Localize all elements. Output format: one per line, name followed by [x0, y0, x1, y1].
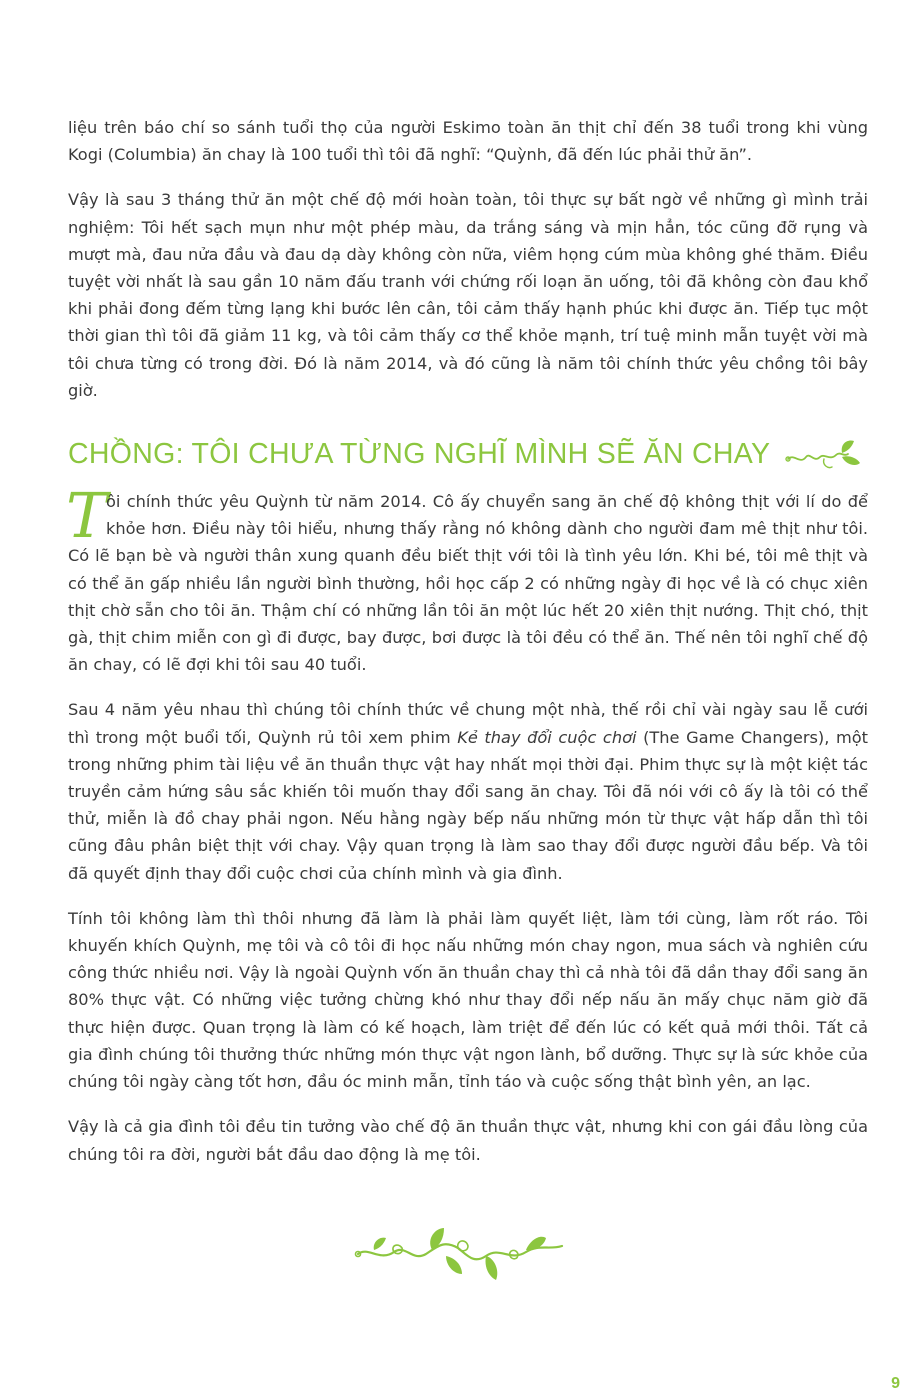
section-paragraph-4: Vậy là cả gia đình tôi đều tin tưởng vào chế độ ăn thuần thực vật, nhưng khi con gái đầu lòng của chúng tôi ra đời, người bắt đầu dao động là mẹ tôi.	[68, 1117, 868, 1164]
section-heading: CHỒNG: TÔI CHƯA TỪNG NGHĨ MÌNH SẼ ĂN CHAY	[68, 437, 771, 470]
drop-cap: T	[66, 479, 108, 553]
section-paragraph-1	[66, 479, 868, 678]
intro-paragraph-2: Vậy là sau 3 tháng thử ăn một chế độ mới hoàn toàn, tôi thực sự bất ngờ về những gì mình trải nghiệm: Tôi hết sạch mụn như một phép màu, da trắng sáng và mịn hẳn, tóc cũng đỡ rụng và mượt mà, đau nửa đầu và đau dạ dày không còn nữa, viêm họng cúm mùa không ghé thăm. Điều tuyệt vời nhất là sau gần 10 năm đấu tranh với chứng rối loạn ăn uống, tôi đã không còn đau khổ khi phải đong đếm từng lạng khi bước lên cân, tôi cảm thấy hạnh phúc khi được ăn. Tiếp tục một thời gian thì tôi đã giảm 11 kg, và tôi cảm thấy cơ thể khỏe mạnh, trí tuệ minh mẫn tuyệt vời mà tôi chưa từng có trong đời. Đó là năm 2014, và đó cũng là năm tôi chính thức yêu chồng tôi bây giờ.	[68, 190, 868, 400]
film-title: Kẻ thay đổi cuộc chơi	[457, 727, 637, 747]
section-paragraph-2-after: (The Game Changers), một trong những phim tài liệu về ăn thuần thực vật hay nhất mọi thời đại. Phim thực sự là một kiệt tác truyền cảm hứng sâu sắc khiến tôi muốn thay đổi sang ăn chay. Tôi đã nói với cô ấy là tôi có thể thử, miễn là đồ chay phải ngon. Nếu hằng ngày bếp nấu những món từ thực vật hấp dẫn thì tôi cũng đâu phân biệt thịt với chay. Vậy quan trọng là làm sao thay đổi được người đầu bếp. Và tôi đã quyết định thay đổi cuộc chơi của chính mình và gia đình.	[68, 727, 868, 883]
section-paragraph-2	[68, 696, 868, 886]
section-paragraph-1-text: ôi chính thức yêu Quỳnh từ năm 2014. Cô ấy chuyển sang ăn chế độ không thịt với lí do để khỏe hơn. Điều này tôi hiểu, nhưng thấy rằng nó không dành cho người đam mê thịt như tôi. Có lẽ bạn bè và người thân xung quanh đều biết thịt với tôi là tình yêu lớn. Khi bé, tôi mê thịt và có thể ăn gấp nhiều lần người bình thường, hồi học cấp 2 có những ngày đi học về là có chục xiên thịt chờ sẵn cho tôi ăn. Thậm chí có những lần tôi ăn một lúc hết 20 xiên thịt nướng. Thịt chó, thịt gà, thịt chim miễn con gì đi được, bay được, bơi được là tôi đều có thể ăn. Thế nên tôi nghĩ chế độ ăn chay, có lẽ đợi khi tôi sau 40 tuổi.	[68, 492, 868, 675]
section-paragraph-2-before: Sau 4 năm yêu nhau thì chúng tôi chính thức về chung một nhà, thế rồi chỉ vài ngày sau lễ cưới thì trong một buổi tối, Quỳnh rủ tôi xem phim	[68, 700, 868, 747]
page-number: 9	[891, 1375, 900, 1392]
page-content	[68, 114, 868, 1182]
vine-leaf-ornament-icon	[784, 437, 864, 471]
section-heading-row	[68, 430, 868, 478]
intro-paragraph-1: liệu trên báo chí so sánh tuổi thọ của người Eskimo toàn ăn thịt chỉ đến 38 tuổi trong khi vùng Kogi (Columbia) ăn chay là 100 tuổi thì tôi đã nghĩ: “Quỳnh, đã đến lúc phải thử ăn”.	[68, 118, 868, 165]
section-paragraph-3: Tính tôi không làm thì thôi nhưng đã làm là phải làm quyết liệt, làm tới cùng, làm rốt ráo. Tôi khuyến khích Quỳnh, mẹ tôi và cô tôi đi học nấu những món chay ngon, mua sách và nghiên cứu công thức nhiều nơi. Vậy là ngoài Quỳnh vốn ăn thuần chay thì cả nhà tôi đã dần thay đổi sang ăn 80% thực vật. Có những việc tưởng chừng khó như thay đổi nếp nấu ăn mấy chục năm giờ đã thực hiện được. Quan trọng là làm có kế hoạch, làm triệt để đến lúc có kết quả mới thôi. Tất cả gia đình chúng tôi thưởng thức những món thực vật ngon lành, bổ dưỡng. Thực sự là sức khỏe của chúng tôi ngày càng tốt hơn, đầu óc minh mẫn, tỉnh táo và cuộc sống thật bình yên, an lạc.	[68, 908, 868, 1092]
vine-flourish-ornament-icon	[350, 1218, 570, 1284]
